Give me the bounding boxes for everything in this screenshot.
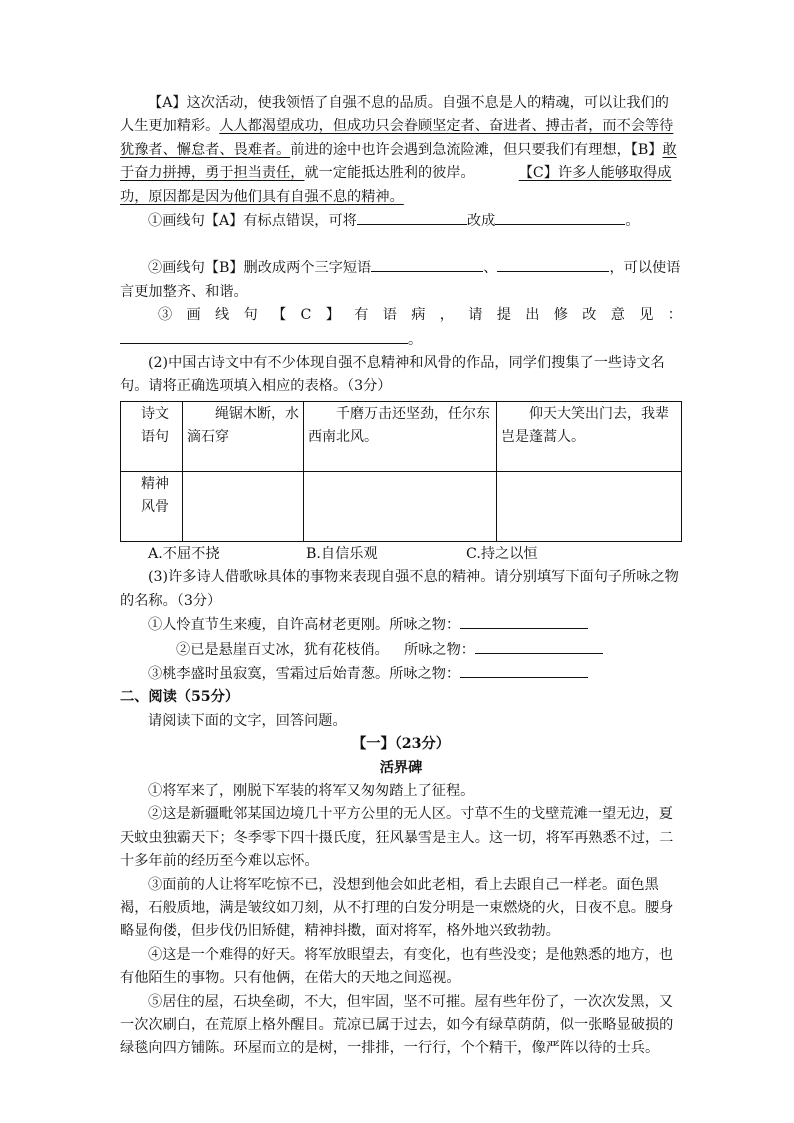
answer-blank-object-1[interactable] [460,613,588,629]
answer-blank-object-2[interactable] [475,638,603,654]
underlined-sentence-a: 人人都渴望成功，但成功只会眷顾坚定者、奋进者、搏击者，而不会等待犹豫者、懈怠者、畏难者。 [120,118,674,158]
object-label-1: 所咏之物： [389,617,461,634]
poem-cell-1: 绳锯木断，水滴石穿 [183,401,304,471]
object-line-1 [120,613,682,637]
underlined-sentence-b: 敢于奋力拼搏，勇于担当责任， [120,141,677,182]
object-line-1-text: ①人怜直节生来瘦，自许高材老更刚。 [148,617,390,634]
question-1-mid: 改成 [466,213,496,230]
question-1-end: 。 [625,213,640,230]
object-line-2-text: ②已是悬崖百丈冰，犹有花枝俏。 [176,641,389,658]
article-paragraph-5: ⑤居住的屋，石块垒砌，不大，但牢固，坚不可摧。屋有些年份了，一次次发黑，又一次次刷白，在荒原上格外醒目。荒凉已属于过去，如今有绿草荫荫，似一张略显破损的绿毯向四方铺陈。环屋而立的是树，一排排，一行行，个个精干，像严阵以待的士兵。 [120,993,674,1057]
answer-blank-1a[interactable] [357,209,467,225]
option-c: C.持之以恒 [466,545,538,562]
article-paragraph-4: ④这是一个难得的好天。将军放眼望去，有变化，也有些没变；是他熟悉的地方，也有他陌生的事物。只有他俩，在偌大的天地之间巡视。 [120,946,673,987]
part-title: 【一】（23分） [352,736,450,753]
section-heading-reading: 二、阅读（55分） [120,689,240,706]
answer-blank-2b[interactable] [497,256,609,272]
table-row [121,471,682,541]
underlined-sentence-c: 【C】许多人能够取得成功，原因都是因为他们具有自强不息的精神。 [120,165,672,205]
passage-a-intro: 【A】这次活动，使我领悟了自强不息的品质。自强不息是人的精魂，可以让我们的人生更加精彩。 [120,95,669,135]
object-label-2: 所咏之物： [404,641,475,658]
row-header-poems: 诗文语句 [121,401,183,471]
question-objects: (3)许多诗人借歌咏具体的事物来表现自强不息的精神。请分别填写下面句子所咏之物的名称。（3分） [120,569,679,609]
question-2-sep: 、 [483,260,498,277]
question-3-end: 。 [408,331,423,348]
object-line-3-text: ③桃李盛时虽寂寞，雪霜过后始青葱。 [148,665,390,682]
answer-blank-2a[interactable] [371,256,483,272]
object-line-2 [120,638,682,662]
question-1 [120,209,682,233]
table-row [121,401,682,471]
article-paragraph-1: ①将军来了，刚脱下军装的将军又匆匆踏上了征程。 [148,782,475,799]
option-list [120,543,682,566]
answer-blank-1b[interactable] [495,209,625,225]
answer-cell-2[interactable] [304,471,497,541]
question-1-text: ①画线句【A】有标点错误，可将 [148,213,357,230]
answer-blank-object-3[interactable] [460,662,588,678]
tag-b: 【B】 [630,141,663,158]
row-header-spirit: 精神风骨 [121,471,183,541]
passage-a [120,92,682,209]
question-3-answer-line [120,328,682,352]
poem-cell-3: 仰天大笑出门去，我辈岂是蓬蒿人。 [497,401,682,471]
question-2-end: ，可以使语言更加整齐、和谐。 [120,260,681,300]
question-poems: (2)中国古诗文中有不少体现自强不息精神和风骨的作品，同学们搜集了一些诗文名句。请将正确选项填入相应的表格。（3分） [120,355,665,395]
article-paragraph-2: ②这是新疆毗邻某国边境几十平方公里的无人区。寸草不生的戈壁荒滩一望无边，夏天蚊虫独霸天下；冬季零下四十摄氏度，狂风暴雪是主人。这一切，将军再熟悉不过，二十多年前的经历至今难以忘怀。 [120,806,674,870]
exam-page [120,92,682,1061]
question-2-text: ②画线句【B】删改成两个三字短语 [148,260,372,277]
poem-cell-2: 千磨万击还坚劲，任尔东西南北风。 [304,401,497,471]
answer-cell-1[interactable] [183,471,304,541]
passage-a-middle: 前进的途中也许会遇到急流险滩，但只要我们有理想， [290,141,631,158]
question-3: ③画线句【C】有语病，请提出修改意见： [158,307,682,324]
option-a: A.不屈不挠 [148,545,220,562]
object-line-3 [120,662,682,686]
poem-table [120,401,682,542]
object-label-3: 所咏之物： [389,665,461,682]
answer-blank-3[interactable] [120,328,408,344]
reading-instruction: 请阅读下面的文字，回答问题。 [148,712,347,729]
passage-a-end: 就一定能抵达胜利的彼岸。 [304,165,475,182]
answer-cell-3[interactable] [497,471,682,541]
article-title: 活界碑 [379,759,423,776]
article-paragraph-3: ③面前的人让将军吃惊不已，没想到他会如此老相，看上去跟自己一样老。面色黑褐，石般质地，满是皱纹如刀刻，从不打理的白发分明是一束燃烧的火，日夜不息。腰身略显佝偻，但步伐仍旧矫健，精神抖擞，面对将军，格外地兴致勃勃。 [120,876,674,940]
question-2 [120,256,682,304]
option-b: B.自信乐观 [306,545,378,562]
